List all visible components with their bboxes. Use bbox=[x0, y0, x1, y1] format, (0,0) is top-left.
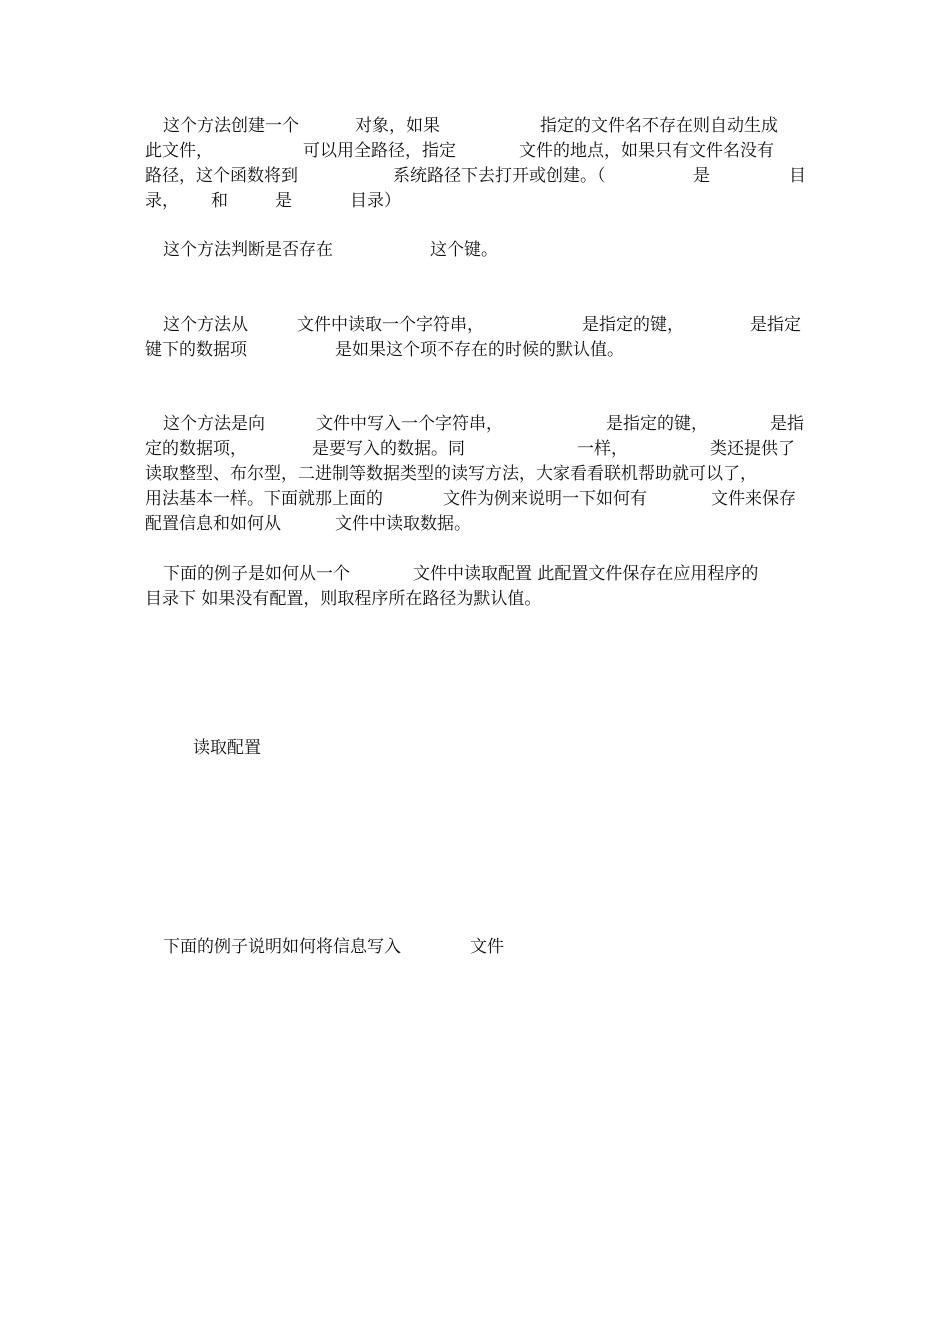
text-segment: 是指定 bbox=[750, 315, 801, 335]
text-segment: 定的数据项， bbox=[145, 439, 247, 459]
text-segment: 可以用全路径，指定 bbox=[303, 141, 456, 161]
paragraph-4-line-3 bbox=[145, 462, 806, 486]
text-segment: 读取配置 bbox=[193, 738, 261, 758]
paragraph-4-line-2 bbox=[145, 437, 806, 461]
text-segment: 和 bbox=[211, 191, 228, 211]
paragraph-5-line-1 bbox=[145, 562, 806, 586]
text-segment: 文件为例来说明一下如何有 bbox=[443, 489, 647, 509]
text-segment: 目 bbox=[789, 166, 806, 186]
text-segment: 路径，这个函数将到 bbox=[145, 166, 298, 186]
text-segment: 是 bbox=[693, 166, 710, 186]
text-segment: 文件中读取配置 此配置文件保存在应用程序的 bbox=[413, 564, 759, 584]
text-segment: 目录） bbox=[350, 191, 401, 211]
text-segment: 对象，如果 bbox=[355, 116, 440, 136]
text-segment: 文件中读取数据。 bbox=[335, 514, 471, 534]
text-segment: 是如果这个项不存在的时候的默认值。 bbox=[335, 340, 624, 360]
paragraph-2-line-1 bbox=[145, 238, 806, 262]
paragraph-1-line-3 bbox=[145, 164, 806, 188]
text-segment: 是 bbox=[275, 191, 292, 211]
text-segment: 这个方法从 bbox=[163, 315, 248, 335]
text-segment: 一样， bbox=[577, 439, 628, 459]
text-segment: 下面的例子说明如何将信息写入 bbox=[163, 937, 401, 957]
paragraph-7-line-1 bbox=[145, 935, 806, 959]
text-segment: 文件中读取一个字符串， bbox=[297, 315, 484, 335]
text-segment: 是要写入的数据。同 bbox=[312, 439, 465, 459]
text-segment: 配置信息和如何从 bbox=[145, 514, 281, 534]
paragraph-4-line-1 bbox=[145, 412, 806, 436]
text-segment: 下面的例子是如何从一个 bbox=[163, 564, 350, 584]
text-segment: 这个方法创建一个 bbox=[163, 116, 299, 136]
paragraph-1-line-1 bbox=[145, 114, 806, 138]
paragraph-3-line-1 bbox=[145, 313, 806, 337]
paragraph-3-line-2 bbox=[145, 338, 806, 362]
text-segment: 读取整型、布尔型，二进制等数据类型的读写方法，大家看看联机帮助就可以了， bbox=[145, 464, 757, 484]
paragraph-6-line-1 bbox=[145, 736, 806, 760]
text-segment: 是指定的键， bbox=[582, 315, 684, 335]
paragraph-4-line-5 bbox=[145, 512, 806, 536]
paragraph-4-line-4 bbox=[145, 487, 806, 511]
text-segment: 文件来保存 bbox=[711, 489, 796, 509]
paragraph-1-line-2 bbox=[145, 139, 806, 163]
text-segment: 是指定的键， bbox=[606, 414, 708, 434]
text-segment: 键下的数据项 bbox=[145, 340, 247, 360]
text-segment: 这个方法判断是否存在 bbox=[163, 240, 333, 260]
text-segment: 此文件， bbox=[145, 141, 213, 161]
text-segment: 这个方法是向 bbox=[163, 414, 265, 434]
text-segment: 这个键。 bbox=[430, 240, 498, 260]
text-segment: 文件中写入一个字符串， bbox=[316, 414, 503, 434]
text-segment: 类还提供了 bbox=[710, 439, 795, 459]
paragraph-5-line-2 bbox=[145, 587, 806, 611]
text-segment: 文件 bbox=[470, 937, 504, 957]
text-segment: 是指 bbox=[770, 414, 804, 434]
text-segment: 用法基本一样。下面就那上面的 bbox=[145, 489, 383, 509]
text-segment: 录， bbox=[145, 191, 179, 211]
text-segment: 系统路径下去打开或创建。（ bbox=[393, 166, 606, 186]
text-segment: 目录下 如果没有配置，则取程序所在路径为默认值。 bbox=[145, 589, 542, 609]
text-segment: 指定的文件名不存在则自动生成 bbox=[540, 116, 778, 136]
text-segment: 文件的地点，如果只有文件名没有 bbox=[519, 141, 774, 161]
paragraph-1-line-4 bbox=[145, 189, 806, 213]
